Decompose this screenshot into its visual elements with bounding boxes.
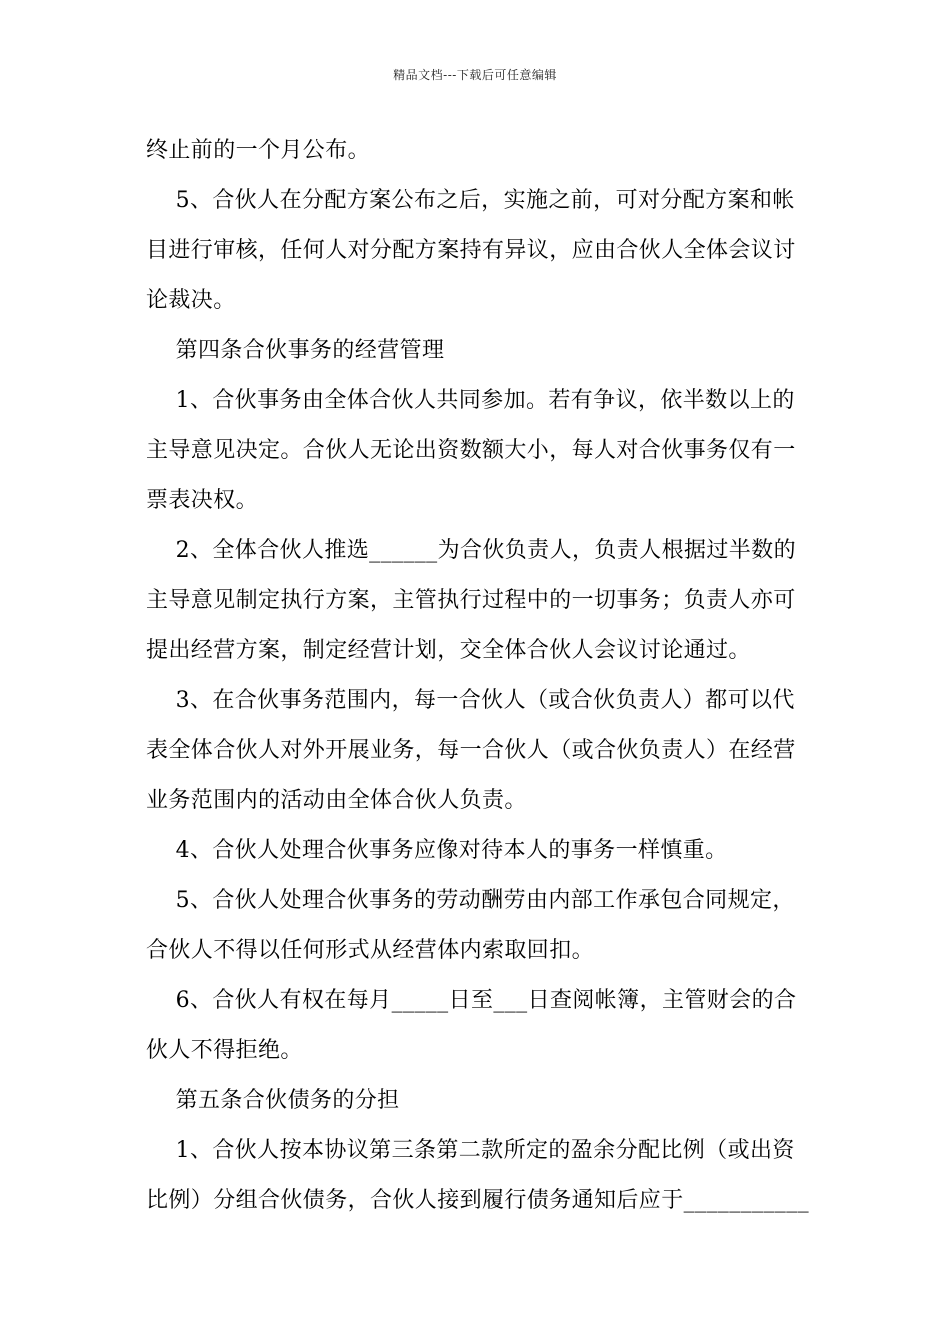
section-heading: 第四条合伙事务的经营管理 bbox=[146, 338, 445, 363]
text-line: 1、合伙人按本协议第三条第二款所定的盈余分配比例（或出资 bbox=[146, 1138, 795, 1163]
text-line: 比例）分组合伙债务，合伙人接到履行债务通知后应于___________ bbox=[146, 1188, 810, 1213]
text-line: 5、合伙人处理合伙事务的劳动酬劳由内部工作承包合同规定， bbox=[146, 888, 795, 913]
text-line: 3、在合伙事务范围内，每一合伙人（或合伙负责人）都可以代 bbox=[146, 688, 795, 713]
text-line: 6、合伙人有权在每月_____日至___日查阅帐簿，主管财会的合 bbox=[146, 988, 797, 1013]
text-line: 4、合伙人处理合伙事务应像对待本人的事务一样慎重。 bbox=[146, 838, 728, 863]
text-line: 2、全体合伙人推选______为合伙负责人，负责人根据过半数的 bbox=[146, 538, 796, 563]
text-line: 5、合伙人在分配方案公布之后，实施之前，可对分配方案和帐 bbox=[146, 188, 795, 213]
text-line: 表全体合伙人对外开展业务，每一合伙人（或合伙负责人）在经营 bbox=[146, 738, 796, 763]
text-line: 业务范围内的活动由全体合伙人负责。 bbox=[146, 788, 527, 813]
text-line: 论裁决。 bbox=[146, 288, 236, 313]
text-line: 主导意见决定。合伙人无论出资数额大小，每人对合伙事务仅有一 bbox=[146, 438, 796, 463]
page-header: 精品文档---下载后可任意编辑 bbox=[393, 68, 557, 82]
text-line: 伙人不得拒绝。 bbox=[146, 1038, 303, 1063]
text-line: 提出经营方案，制定经营计划，交全体合伙人会议讨论通过。 bbox=[146, 638, 751, 663]
text-line: 目进行审核，任何人对分配方案持有异议，应由合伙人全体会议讨 bbox=[146, 238, 796, 263]
text-line: 1、合伙事务由全体合伙人共同参加。若有争议，依半数以上的 bbox=[146, 388, 795, 413]
section-heading: 第五条合伙债务的分担 bbox=[146, 1088, 400, 1113]
text-line: 主导意见制定执行方案，主管执行过程中的一切事务；负责人亦可 bbox=[146, 588, 796, 613]
text-line: 票表决权。 bbox=[146, 488, 259, 513]
text-line: 终止前的一个月公布。 bbox=[146, 138, 371, 163]
text-line: 合伙人不得以任何形式从经营体内索取回扣。 bbox=[146, 938, 595, 963]
